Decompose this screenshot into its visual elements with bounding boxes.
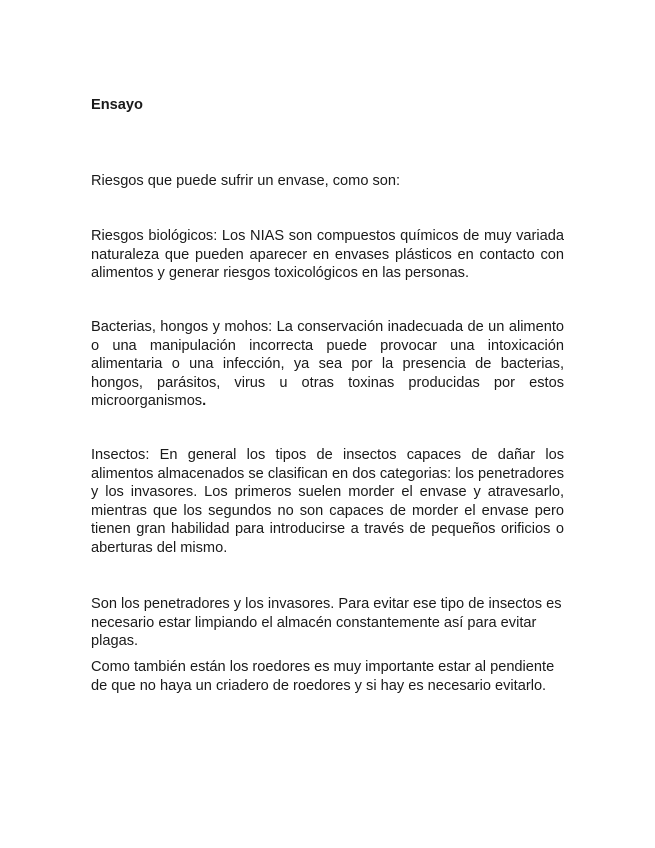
paragraph-penetradores: Son los penetradores y los invasores. Para evitar ese tipo de insectos es necesario estar limpiando el almacén constantemente así para evitar plagas. (91, 596, 562, 650)
paragraph-roedores: Como también están los roedores es muy importante estar al pendiente de que no haya un criadero de roedores y si hay es necesario evitarlo. (91, 659, 555, 694)
paragraph-bacterias-period: . (202, 393, 207, 410)
paragraph-bacterias-text: Bacterias, hongos y mohos: La conservación inadecuada de un alimento o una manipulación incorrecta puede provocar una intoxicación alimentaria o una infección, ya sea por la presencia de bacterias, hongos, parásitos, virus u otras toxinas producidas por estos microorganismos (91, 319, 564, 410)
document-title: Ensayo (91, 97, 143, 113)
paragraph-bacterias (91, 318, 564, 411)
paragraph-riesgos-biologicos: Riesgos biológicos: Los NIAS son compuestos químicos de muy variada naturaleza que pueden aparecer en envases plásticos en contacto con alimentos y generar riesgos toxicológicos en las personas. (91, 228, 564, 282)
intro-paragraph: Riesgos que puede sufrir un envase, como son: (91, 173, 401, 189)
paragraph-insectos: Insectos: En general los tipos de insectos capaces de dañar los alimentos almacenados se clasifican en dos categorias: los penetradores y los invasores. Los primeros suelen morder el envase y atravesarlo, mientras que los segundos no son capaces de morder el envase pero tienen gran habilidad para introducirse a través de pequeños orificios o aberturas del mismo. (91, 447, 564, 556)
